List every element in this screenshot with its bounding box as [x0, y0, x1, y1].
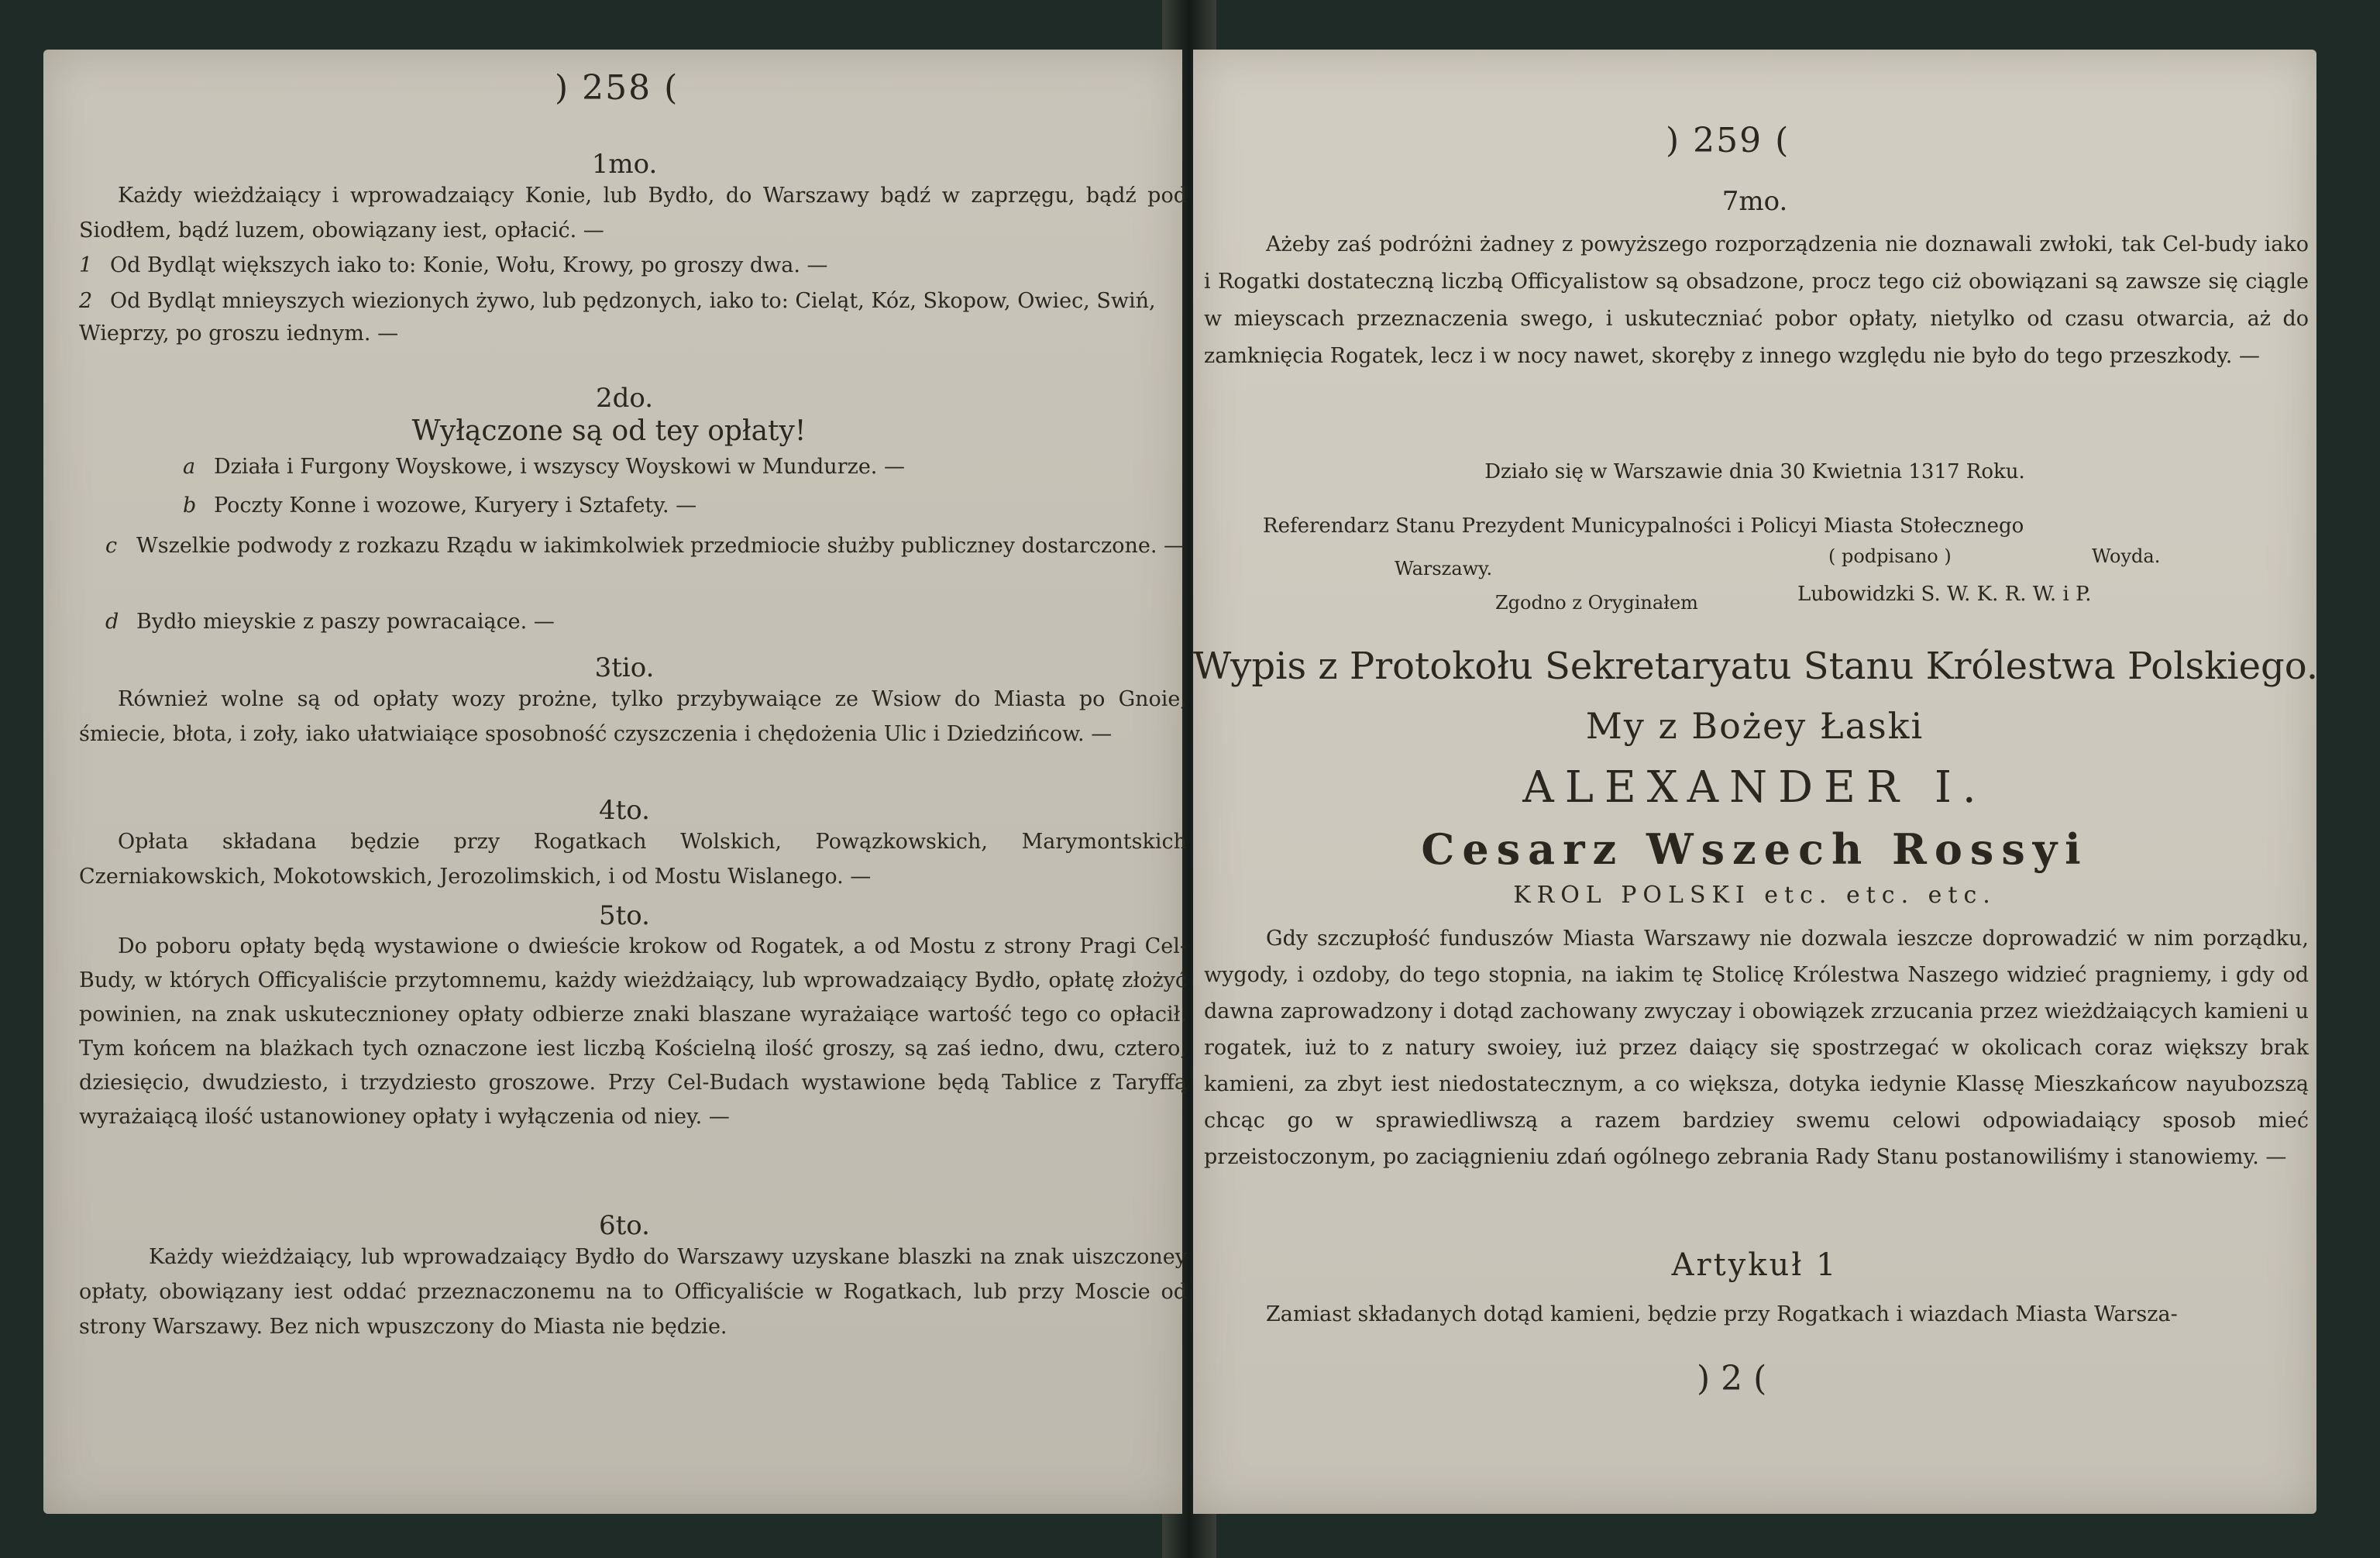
section-text: Każdy wieżdżaiący, lub wprowadzaiący Bydło do Warszawy uzyskane blaszki na znak uiszczoney opłaty, obowiązany iest oddać przeznaczonemu na to Officyaliście w Rogatkach, lub przy Moscie od strony Warszawy. Bez nich wpuszczony do Miasta nie będzie. [79, 1245, 1187, 1339]
signature-city: Warszawy. [1395, 558, 1493, 580]
right-page [1193, 50, 2319, 1514]
section-heading: 6to. [599, 1210, 650, 1241]
section-heading: 5to. [599, 900, 650, 931]
signature-conform: Zgodno z Oryginałem [1495, 592, 1698, 614]
page-number: ) 258 ( [555, 68, 679, 108]
title-emperor: Cesarz Wszech Rossyi [1421, 824, 2089, 874]
list-item: a Działa i Furgony Woyskowe, i wszyscy Woyskowi w Mundurze. — [183, 455, 905, 479]
section-text: Każdy wieżdżaiący i wprowadzaiący Konie, lub Bydło, do Warszawy bądź w zaprzęgu, bądź pod Siodłem, bądź luzem, obowiązany iest, opłacić. — [79, 184, 1187, 242]
title-grace: My z Bożey Łaski [1585, 705, 1924, 747]
section-subheading: Wyłączone są od tey opłaty! [411, 415, 807, 447]
section-heading: 3tio. [594, 652, 655, 683]
signature-name: Woyda. [2092, 545, 2161, 567]
dated-line: Działo się w Warszawie dnia 30 Kwietnia 1317 Roku. [1484, 460, 2025, 483]
left-page [43, 50, 1187, 1514]
article-text: Zamiast składanych dotąd kamieni, będzie przy Rogatkach i wiazdach Miasta Warsza- [1266, 1302, 2178, 1326]
section-text: Również wolne są od opłaty wozy prożne, tylko przybywaiące ze Wsiow do Miasta po Gnoie, śmiecie, błota, i zoły, iako ułatwiaiące sposobność czyszczenia i chędożenia Ulic i Dziedzińcow. — [79, 687, 1187, 746]
list-item: c Wszelkie podwody z rozkazu Rządu w iakimkolwiek przedmiocie służby publiczney dostarczone. — [105, 534, 1185, 558]
document-title: Wypis z Protokołu Sekretaryatu Stanu Królestwa Polskiego. [1193, 645, 2319, 688]
section-text: Opłata składana będzie przy Rogatkach Wolskich, Powązkowskich, Marymontskich Czerniakowskich, Mokotowskich, Jerozolimskich, i od Mostu Wislanego. — [79, 830, 1187, 889]
article-heading: Artykuł 1 [1671, 1247, 1838, 1283]
catchword: ) 2 ( [1697, 1359, 1767, 1398]
list-item: d Bydło mieyskie z paszy powracaiące. — [105, 610, 555, 634]
title-monarch: ALEXANDER I. [1522, 762, 1987, 813]
section-heading: 2do. [595, 383, 654, 414]
preamble-text: Gdy szczupłość funduszów Miasta Warszawy nie dozwala ieszcze doprowadzić w nim porządku, wygody, i ozdoby, do tego stopnia, na iakim tę Stolicę Królestwa Naszego widzieć pragniemy, i gdy od dawna zaprowadzony i dotąd zachowany zwyczay i obowiązek zrzucania przez wieżdżaiących kamieni u rogatek, iuż to z natury swoiey, iuż przez daiący się spostrzegać w okolicach coraz większy brak kamieni, za zbyt iest niedostatecznym, a co większa, dotyka iedynie Klassę Mieszkańcow nayubozszą chcąc go w sprawiedliwszą a razem bardziey swemu celowi odpowiadaiący sposob mieć przeistoczonym, po zaciągnieniu zdań ogólnego zebrania Rady Stanu postanowiliśmy i stanowiemy. — [1204, 927, 2309, 1169]
list-item: 1 Od Bydląt większych iako to: Konie, Wołu, Krowy, po groszy dwa. — [79, 253, 828, 277]
signature-signed: ( podpisano ) [1828, 545, 1952, 567]
signature-line: Referendarz Stanu Prezydent Municypalności i Policyi Miasta Stołecznego [1263, 514, 2024, 538]
section-heading: 4to. [599, 795, 650, 826]
signature-names: Lubowidzki S. W. K. R. W. i P. [1797, 583, 2092, 606]
section-heading: 1mo. [591, 149, 658, 180]
page-number: ) 259 ( [1666, 121, 1790, 160]
list-item: 2 Od Bydląt mnieyszych wiezionych żywo, lub pędzonych, iako to: Cieląt, Kóz, Skopow, Owiec, Swiń, Wieprzy, po groszu iednym. — [79, 289, 1156, 346]
title-king: KROL POLSKI etc. etc. etc. [1513, 882, 1997, 909]
section-text: Ażeby zaś podróżni żadney z powyższego rozporządzenia nie doznawali zwłoki, tak Cel-budy iako i Rogatki dostateczną liczbą Officyalistow są obsadzone, procz tego ciż obowiązani są zawsze się ciągle w mieyscach przeznaczenia swego, i uskuteczniać pobor opłaty, nietylko od czasu otwarcia, aż do zamknięcia Rogatek, lecz i w nocy nawet, skoręby z innego względu nie było do tego przeszkody. — [1204, 232, 2309, 368]
section-heading: 7mo. [1721, 186, 1788, 217]
list-item: b Poczty Konne i wozowe, Kuryery i Sztafety. — [183, 494, 697, 518]
section-text: Do poboru opłaty będą wystawione o dwieście krokow od Rogatek, a od Mostu z strony Pragi Cel-Budy, w których Officyaliście przytomnemu, każdy wieżdżaiący, lub wprowadzaiący Bydło, opłatę złożyć powinien, na znak uskutecznioney opłaty odbierze znaki blaszane wyrażaiące wartość tego co opłacił. Tym końcem na blażkach tych oznaczone iest liczbą Kościelną ilość groszy, są zaś iedno, dwu, cztero, dziesięcio, dwudziesto, i trzydziesto groszowe. Przy Cel-Budach wystawione będą Tablice z Taryffą wyrażaiącą ilość ustanowioney opłaty i wyłączenia od niey. — [79, 934, 1187, 1129]
